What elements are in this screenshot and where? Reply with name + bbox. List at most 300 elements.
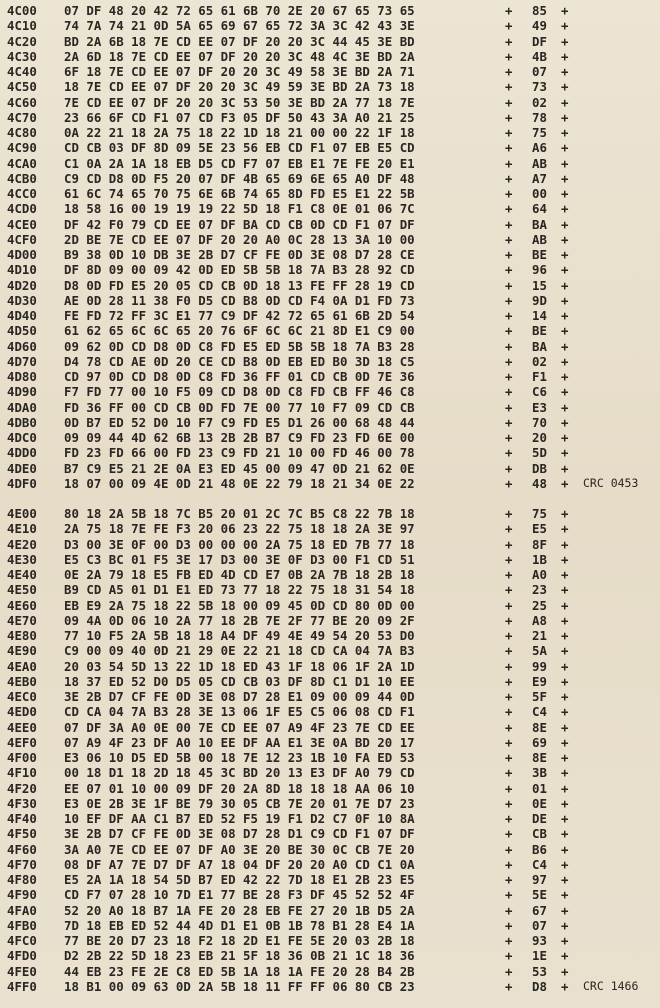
row-checksum: 8E (532, 719, 547, 735)
row-plus-left: + (505, 826, 513, 842)
hex-row (0, 506, 660, 521)
row-bytes: D3 00 3E 0F 00 D3 00 00 00 2A 75 18 ED 7B 77 18 (64, 536, 415, 552)
row-checksum: C4 (532, 856, 547, 872)
row-plus-right: + (561, 186, 569, 201)
row-plus-right: + (561, 140, 569, 156)
row-checksum: A6 (532, 140, 547, 156)
row-checksum: C4 (532, 704, 547, 720)
row-address: 4E10 (7, 521, 37, 537)
row-address: 4FA0 (7, 902, 37, 918)
row-checksum: 4B (532, 48, 547, 64)
row-checksum: 00 (532, 186, 547, 201)
row-plus-left: + (505, 155, 513, 171)
hex-row (0, 643, 660, 658)
hex-row (0, 217, 660, 232)
row-plus-right: + (561, 292, 569, 308)
row-plus-left: + (505, 338, 513, 354)
row-bytes: E3 0E 2B 3E 1F BE 79 30 05 CB 7E 20 01 7E D7 23 (64, 795, 415, 811)
hex-row (0, 171, 660, 186)
row-address: 4FB0 (7, 917, 37, 933)
row-bytes: 61 62 65 6C 6C 65 20 76 6F 6C 6C 21 8D E1 C9 00 (64, 323, 415, 339)
hex-row (0, 903, 660, 918)
row-bytes: FD 36 FF 00 CD CB 0D FD 7E 00 77 10 F7 09 CD CB (64, 399, 415, 415)
row-plus-left: + (505, 384, 513, 400)
row-checksum: E9 (532, 673, 547, 689)
row-address: 4F30 (7, 795, 37, 811)
row-bytes: 0E 2A 79 18 E5 FB ED 4D CD E7 0B 2A 7B 18 2B 18 (64, 567, 415, 582)
hex-row (0, 140, 660, 155)
row-bytes: DF 8D 09 00 09 42 0D ED 5B 5B 18 7A B3 28 92 CD (64, 262, 415, 278)
row-bytes: C1 0A 2A 1A 18 EB D5 CD F7 07 EB E1 7E FE 20 E1 (64, 155, 415, 171)
row-checksum: 07 (532, 917, 547, 933)
hex-row (0, 750, 660, 765)
row-address: 4F10 (7, 765, 37, 781)
row-checksum: 15 (532, 277, 547, 293)
hex-row (0, 400, 660, 415)
row-address: 4E40 (7, 567, 37, 582)
hex-row (0, 232, 660, 247)
row-plus-right: + (561, 963, 569, 979)
row-checksum: AB (532, 231, 547, 247)
row-plus-right: + (561, 719, 569, 735)
row-bytes: E3 06 10 D5 ED 5B 00 18 7E 12 23 1B 10 FA ED 53 (64, 750, 415, 765)
row-plus-right: + (561, 536, 569, 552)
hex-row (0, 445, 660, 460)
hex-row (0, 64, 660, 79)
hex-block-4c00 (0, 3, 660, 491)
row-plus-right: + (561, 277, 569, 293)
row-address: 4C80 (7, 125, 37, 140)
row-address: 4CA0 (7, 155, 37, 171)
row-plus-right: + (561, 689, 569, 704)
row-plus-right: + (561, 64, 569, 79)
row-bytes: CD 97 0D CD D8 0D C8 FD 36 FF 01 CD CB 0D 7E 36 (64, 369, 415, 384)
row-address: 4DF0 (7, 475, 37, 491)
row-checksum: 96 (532, 262, 547, 278)
row-plus-left: + (505, 734, 513, 750)
hex-row (0, 369, 660, 384)
row-bytes: 07 DF 3A A0 0E 00 7E CD EE 07 A9 4F 23 7E CD EE (64, 719, 415, 735)
row-plus-left: + (505, 872, 513, 887)
row-address: 4C00 (7, 3, 37, 18)
row-address: 4C40 (7, 64, 37, 79)
hex-row (0, 384, 660, 399)
row-plus-right: + (561, 460, 569, 476)
row-checksum: 02 (532, 94, 547, 110)
row-checksum: 8E (532, 750, 547, 765)
row-bytes: 18 58 16 00 19 19 19 22 5D 18 F1 C8 0E 01 06 7C (64, 201, 415, 217)
row-plus-left: + (505, 536, 513, 552)
row-checksum: 5D (532, 445, 547, 461)
row-address: 4D50 (7, 323, 37, 339)
row-bytes: CD CA 04 7A B3 28 3E 13 06 1F E5 C5 06 08 CD F1 (64, 704, 415, 720)
row-checksum: 8F (532, 536, 547, 552)
row-plus-left: + (505, 308, 513, 323)
row-address: 4C30 (7, 48, 37, 64)
hex-row (0, 415, 660, 430)
row-plus-left: + (505, 125, 513, 140)
row-address: 4D80 (7, 369, 37, 384)
row-address: 4EB0 (7, 673, 37, 689)
row-address: 4EA0 (7, 658, 37, 674)
row-bytes: FD 23 FD 66 00 FD 23 C9 FD 21 10 00 FD 46 00 78 (64, 445, 415, 461)
hex-row (0, 262, 660, 277)
row-address: 4E30 (7, 551, 37, 567)
row-bytes: 23 66 6F CD F1 07 CD F3 05 DF 50 43 3A A0 21 25 (64, 109, 415, 125)
row-checksum: F1 (532, 369, 547, 384)
row-plus-left: + (505, 689, 513, 704)
row-bytes: FE FD 72 FF 3C E1 77 C9 DF 42 72 65 61 6B 2D 54 (64, 308, 415, 323)
row-address: 4E80 (7, 628, 37, 643)
row-plus-right: + (561, 353, 569, 369)
row-checksum: A8 (532, 612, 547, 628)
hex-row (0, 18, 660, 33)
row-address: 4F80 (7, 872, 37, 887)
row-plus-right: + (561, 262, 569, 278)
row-plus-right: + (561, 765, 569, 781)
row-plus-left: + (505, 231, 513, 247)
row-checksum: CB (532, 826, 547, 842)
row-bytes: 07 A9 4F 23 DF A0 10 EE DF AA E1 3E 0A BD 20 17 (64, 734, 415, 750)
row-address: 4F00 (7, 750, 37, 765)
row-plus-right: + (561, 323, 569, 339)
row-bytes: 2D BE 7E CD EE 07 DF 20 20 A0 0C 28 13 3A 10 00 (64, 231, 415, 247)
hex-row (0, 125, 660, 140)
row-bytes: 7E CD EE 07 DF 20 20 3C 53 50 3E BD 2A 77 18 7E (64, 94, 415, 110)
row-bytes: 2A 75 18 7E FE F3 20 06 23 22 75 18 18 2A 3E 97 (64, 521, 415, 537)
hex-row (0, 704, 660, 719)
block-crc: CRC 0453 (583, 475, 639, 490)
row-bytes: DF 42 F0 79 CD EE 07 DF BA CD CB 0D CD F1 07 DF (64, 216, 415, 232)
hex-row (0, 430, 660, 445)
row-plus-left: + (505, 94, 513, 110)
row-plus-left: + (505, 719, 513, 735)
hex-row (0, 79, 660, 94)
row-plus-left: + (505, 292, 513, 308)
row-plus-right: + (561, 247, 569, 262)
row-checksum: BA (532, 216, 547, 232)
row-plus-right: + (561, 826, 569, 842)
row-plus-right: + (561, 18, 569, 34)
row-plus-left: + (505, 216, 513, 232)
row-address: 4D90 (7, 384, 37, 400)
hex-row (0, 872, 660, 887)
row-plus-left: + (505, 902, 513, 918)
row-checksum: 21 (532, 628, 547, 643)
row-checksum: 5A (532, 643, 547, 659)
row-address: 4DB0 (7, 414, 37, 430)
row-address: 4C10 (7, 18, 37, 34)
row-plus-right: + (561, 734, 569, 750)
row-plus-left: + (505, 186, 513, 201)
hex-row (0, 689, 660, 704)
row-plus-right: + (561, 567, 569, 582)
row-bytes: 10 EF DF AA C1 B7 ED 52 F5 19 F1 D2 C7 0F 10 8A (64, 811, 415, 826)
row-checksum: 69 (532, 734, 547, 750)
row-address: 4DA0 (7, 399, 37, 415)
row-address: 4CB0 (7, 170, 37, 186)
row-bytes: 18 37 ED 52 D0 D5 05 CD CB 03 DF 8D C1 D1 10 EE (64, 673, 415, 689)
row-bytes: C9 CD D8 0D F5 20 07 DF 4B 65 69 6E 65 A0 DF 48 (64, 170, 415, 186)
row-plus-left: + (505, 323, 513, 339)
row-checksum: 93 (532, 933, 547, 948)
row-bytes: 18 7E CD EE 07 DF 20 20 3C 49 59 3E BD 2A 73 18 (64, 79, 415, 95)
row-plus-left: + (505, 811, 513, 826)
row-checksum: BE (532, 323, 547, 339)
row-checksum: 02 (532, 353, 547, 369)
row-bytes: 20 03 54 5D 13 22 1D 18 ED 43 1F 18 06 1F 2A 1D (64, 658, 415, 674)
row-plus-left: + (505, 750, 513, 765)
row-address: 4D00 (7, 247, 37, 262)
row-plus-left: + (505, 765, 513, 781)
row-plus-right: + (561, 978, 569, 994)
row-address: 4CC0 (7, 186, 37, 201)
row-address: 4C20 (7, 33, 37, 49)
row-plus-right: + (561, 109, 569, 125)
hex-row (0, 567, 660, 582)
hex-row (0, 598, 660, 613)
hex-row (0, 948, 660, 963)
row-checksum: 0E (532, 795, 547, 811)
row-address: 4C90 (7, 140, 37, 156)
row-plus-left: + (505, 262, 513, 278)
row-plus-right: + (561, 933, 569, 948)
row-plus-right: + (561, 170, 569, 186)
row-plus-right: + (561, 811, 569, 826)
row-plus-left: + (505, 48, 513, 64)
hex-row (0, 308, 660, 323)
row-plus-right: + (561, 856, 569, 872)
hex-row (0, 781, 660, 796)
row-plus-left: + (505, 628, 513, 643)
row-plus-right: + (561, 308, 569, 323)
hex-row (0, 765, 660, 780)
row-plus-right: + (561, 125, 569, 140)
hex-row (0, 354, 660, 369)
row-address: 4FE0 (7, 963, 37, 979)
row-bytes: 18 07 00 09 4E 0D 21 48 0E 22 79 18 21 34 0E 22 (64, 475, 415, 491)
row-address: 4ED0 (7, 704, 37, 720)
row-plus-left: + (505, 917, 513, 933)
row-plus-right: + (561, 780, 569, 796)
hex-row (0, 49, 660, 64)
hex-row (0, 95, 660, 110)
row-address: 4F40 (7, 811, 37, 826)
row-plus-left: + (505, 597, 513, 613)
row-bytes: 80 18 2A 5B 18 7C B5 20 01 2C 7C B5 C8 22 7B 18 (64, 506, 415, 521)
hex-row (0, 537, 660, 552)
hex-row (0, 857, 660, 872)
row-address: 4F60 (7, 841, 37, 857)
row-plus-right: + (561, 948, 569, 964)
row-checksum: 25 (532, 597, 547, 613)
row-plus-right: + (561, 3, 569, 18)
row-bytes: 09 62 0D CD D8 0D C8 FD E5 ED 5B 5B 18 7A B3 28 (64, 338, 415, 354)
row-address: 4CF0 (7, 231, 37, 247)
row-bytes: EB E9 2A 75 18 22 5B 18 00 09 45 0D CD 80 0D 00 (64, 597, 415, 613)
row-bytes: 0D B7 ED 52 D0 10 F7 C9 FD E5 D1 26 00 68 48 44 (64, 414, 415, 430)
row-address: 4D60 (7, 338, 37, 354)
row-plus-left: + (505, 201, 513, 217)
row-bytes: CD F7 07 28 10 7D E1 77 BE 28 F3 DF 45 52 52 4F (64, 887, 415, 903)
row-plus-left: + (505, 567, 513, 582)
row-plus-right: + (561, 612, 569, 628)
hex-row (0, 918, 660, 933)
row-plus-right: + (561, 628, 569, 643)
row-address: 4E50 (7, 582, 37, 598)
row-address: 4D30 (7, 292, 37, 308)
row-plus-left: + (505, 399, 513, 415)
row-address: 4D10 (7, 262, 37, 278)
hex-row (0, 339, 660, 354)
row-plus-right: + (561, 658, 569, 674)
row-checksum: 75 (532, 506, 547, 521)
hex-row (0, 201, 660, 216)
row-plus-left: + (505, 506, 513, 521)
row-plus-left: + (505, 978, 513, 994)
row-bytes: 18 B1 00 09 63 0D 2A 5B 18 11 FF FF 06 80 CB 23 (64, 978, 415, 994)
row-plus-right: + (561, 506, 569, 521)
row-plus-right: + (561, 643, 569, 659)
hex-row (0, 3, 660, 18)
hex-row (0, 293, 660, 308)
row-checksum: 85 (532, 3, 547, 18)
row-checksum: E5 (532, 521, 547, 537)
row-checksum: 5F (532, 689, 547, 704)
row-bytes: 0A 22 21 18 2A 75 18 22 1D 18 21 00 00 22 1F 18 (64, 125, 415, 140)
row-plus-left: + (505, 887, 513, 903)
row-plus-left: + (505, 109, 513, 125)
row-bytes: 52 20 A0 18 B7 1A FE 20 28 EB FE 27 20 1B D5 2A (64, 902, 415, 918)
row-bytes: E5 2A 1A 18 54 5D B7 ED 42 22 7D 18 E1 2B 23 E5 (64, 872, 415, 887)
row-bytes: 7D 18 EB ED 52 44 4D D1 E1 0B 1B 78 B1 28 E4 1A (64, 917, 415, 933)
row-bytes: CD CB 03 DF 8D 09 5E 23 56 EB CD F1 07 EB E5 CD (64, 140, 415, 156)
hex-row (0, 659, 660, 674)
row-checksum: 48 (532, 475, 547, 491)
row-plus-right: + (561, 597, 569, 613)
row-plus-right: + (561, 216, 569, 232)
row-address: 4EC0 (7, 689, 37, 704)
row-plus-left: + (505, 247, 513, 262)
row-bytes: 61 6C 74 65 70 75 6E 6B 74 65 8D FD E5 E1 22 5B (64, 186, 415, 201)
row-plus-left: + (505, 658, 513, 674)
hex-row (0, 613, 660, 628)
row-checksum: 01 (532, 780, 547, 796)
row-plus-right: + (561, 917, 569, 933)
row-address: 4E00 (7, 506, 37, 521)
row-plus-left: + (505, 277, 513, 293)
row-checksum: A7 (532, 170, 547, 186)
row-checksum: 75 (532, 125, 547, 140)
row-bytes: 2A 6D 18 7E CD EE 07 DF 20 20 3C 48 4C 3E BD 2A (64, 48, 415, 64)
row-plus-right: + (561, 841, 569, 857)
hex-block-4e00 (0, 506, 660, 994)
row-bytes: C9 00 09 40 0D 21 29 0E 22 21 18 CD CA 04 7A B3 (64, 643, 415, 659)
row-checksum: 9D (532, 292, 547, 308)
hex-row (0, 323, 660, 338)
hex-row (0, 811, 660, 826)
row-bytes: 09 09 44 4D 62 6B 13 2B 2B B7 C9 FD 23 FD 6E 00 (64, 430, 415, 445)
row-plus-right: + (561, 902, 569, 918)
row-plus-left: + (505, 948, 513, 964)
row-bytes: BD 2A 6B 18 7E CD EE 07 DF 20 20 3C 44 45 3E BD (64, 33, 415, 49)
row-plus-right: + (561, 521, 569, 537)
row-checksum: 99 (532, 658, 547, 674)
row-plus-right: + (561, 475, 569, 491)
row-checksum: 1E (532, 948, 547, 964)
row-plus-left: + (505, 612, 513, 628)
row-address: 4C70 (7, 109, 37, 125)
row-checksum: 20 (532, 430, 547, 445)
row-plus-left: + (505, 963, 513, 979)
row-bytes: 44 EB 23 FE 2E C8 ED 5B 1A 18 1A FE 20 28 B4 2B (64, 963, 415, 979)
row-address: 4C50 (7, 79, 37, 95)
hex-row (0, 186, 660, 201)
row-plus-right: + (561, 414, 569, 430)
row-address: 4E70 (7, 612, 37, 628)
row-bytes: E5 C3 BC 01 F5 3E 17 D3 00 3E 0F D3 00 F1 CD 51 (64, 551, 415, 567)
row-plus-left: + (505, 369, 513, 384)
row-checksum: 78 (532, 109, 547, 125)
row-plus-right: + (561, 673, 569, 689)
row-plus-left: + (505, 673, 513, 689)
row-address: 4F20 (7, 780, 37, 796)
row-bytes: 6F 18 7E CD EE 07 DF 20 20 3C 49 58 3E BD 2A 71 (64, 64, 415, 79)
hex-row (0, 552, 660, 567)
row-address: 4FF0 (7, 978, 37, 994)
row-checksum: 53 (532, 963, 547, 979)
row-plus-left: + (505, 795, 513, 811)
row-plus-left: + (505, 933, 513, 948)
row-plus-right: + (561, 887, 569, 903)
row-plus-right: + (561, 369, 569, 384)
row-plus-right: + (561, 33, 569, 49)
row-checksum: DB (532, 460, 547, 476)
row-plus-right: + (561, 48, 569, 64)
row-plus-left: + (505, 430, 513, 445)
row-plus-left: + (505, 18, 513, 34)
row-checksum: 97 (532, 872, 547, 887)
row-address: 4F90 (7, 887, 37, 903)
row-bytes: 08 DF A7 7E D7 DF A7 18 04 DF 20 20 A0 CD C1 0A (64, 856, 415, 872)
row-checksum: 73 (532, 79, 547, 95)
row-bytes: B9 38 0D 10 DB 3E 2B D7 CF FE 0D 3E 08 D7 28 CE (64, 247, 415, 262)
row-bytes: 09 4A 0D 06 10 2A 77 18 2B 7E 2F 77 BE 20 09 2F (64, 612, 415, 628)
row-address: 4F50 (7, 826, 37, 842)
row-address: 4FD0 (7, 948, 37, 964)
row-plus-left: + (505, 551, 513, 567)
row-plus-right: + (561, 79, 569, 95)
row-checksum: 3B (532, 765, 547, 781)
row-checksum: D8 (532, 978, 547, 994)
row-plus-left: + (505, 856, 513, 872)
row-plus-left: + (505, 445, 513, 461)
row-checksum: C6 (532, 384, 547, 400)
row-address: 4D40 (7, 308, 37, 323)
row-bytes: 3A A0 7E CD EE 07 DF A0 3E 20 BE 30 0C CB 7E 20 (64, 841, 415, 857)
row-address: 4CE0 (7, 216, 37, 232)
row-plus-left: + (505, 414, 513, 430)
hex-row (0, 156, 660, 171)
row-bytes: 77 BE 20 D7 23 18 F2 18 2D E1 FE 5E 20 03 2B 18 (64, 933, 415, 948)
row-address: 4E90 (7, 643, 37, 659)
row-plus-right: + (561, 399, 569, 415)
row-bytes: B9 CD A5 01 D1 E1 ED 73 77 18 22 75 18 31 54 18 (64, 582, 415, 598)
row-plus-right: + (561, 201, 569, 217)
row-plus-left: + (505, 475, 513, 491)
row-plus-left: + (505, 460, 513, 476)
row-plus-left: + (505, 643, 513, 659)
